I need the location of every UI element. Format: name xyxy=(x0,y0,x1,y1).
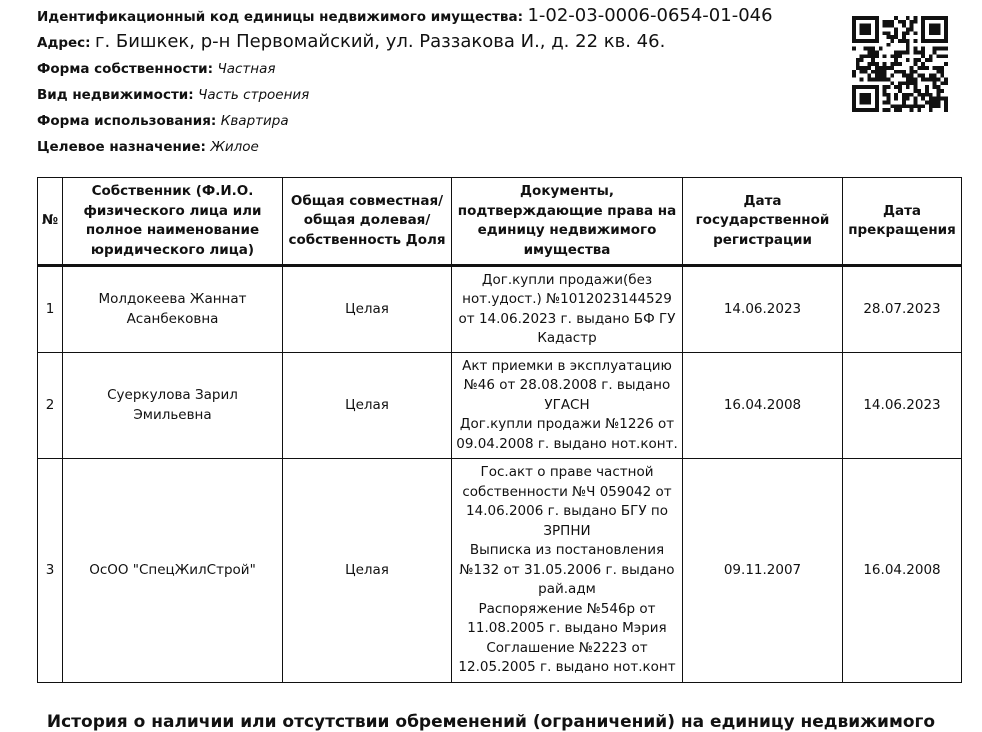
row-share: Целая xyxy=(283,266,452,353)
property-type-value: Часть строения xyxy=(198,87,310,103)
row-owner: Молдокеева Жаннат Асанбековна xyxy=(63,266,283,353)
id-code-line xyxy=(37,7,773,26)
table-row xyxy=(38,459,962,683)
purpose-line xyxy=(37,138,259,156)
ownership-history-table xyxy=(37,177,962,683)
row-owner: ОсОО "СпецЖилСтрой" xyxy=(63,459,283,683)
row-share: Целая xyxy=(283,353,452,459)
document-entry: Гос.акт о праве частной собственности №Ч 059042 от 14.06.2006 г. выдано БГУ по ЗРПНИ xyxy=(462,464,672,539)
encumbrance-history-title: История о наличии или отсутствии обременений (ограничений) на единицу недвижимого xyxy=(46,712,936,732)
address-label: Адрес: xyxy=(37,35,91,51)
row-num: 1 xyxy=(38,266,63,353)
header-registration-date: Дата государственной регистрации xyxy=(683,178,843,266)
header-share: Общая совместная/ общая долевая/ собственность Доля xyxy=(283,178,452,266)
row-documents xyxy=(452,266,683,353)
ownership-label: Форма собственности: xyxy=(37,61,214,77)
row-end-date: 14.06.2023 xyxy=(843,353,962,459)
header-num: № xyxy=(38,178,63,266)
table-row xyxy=(38,266,962,353)
row-registration-date: 09.11.2007 xyxy=(683,459,843,683)
qr-code-icon xyxy=(852,16,948,112)
document-entry: Дог.купли продажи(без нот.удост.) №1012023144529 от 14.06.2023 г. выдано БФ ГУ Кадастр xyxy=(458,271,676,346)
table-row xyxy=(38,353,962,459)
property-type-label: Вид недвижимости: xyxy=(37,87,194,103)
usage-label: Форма использования: xyxy=(37,113,217,129)
table-header-row xyxy=(38,178,962,266)
row-num: 3 xyxy=(38,459,63,683)
id-code-value: 1-02-03-0006-0654-01-046 xyxy=(527,5,773,26)
purpose-label: Целевое назначение: xyxy=(37,139,206,155)
row-end-date: 16.04.2008 xyxy=(843,459,962,683)
address-value: г. Бишкек, р-н Первомайский, ул. Раззакова И., д. 22 кв. 46. xyxy=(95,31,666,52)
row-registration-date: 14.06.2023 xyxy=(683,266,843,353)
ownership-value: Частная xyxy=(217,61,276,77)
row-share: Целая xyxy=(283,459,452,683)
row-owner: Суеркулова Зарил Эмильевна xyxy=(63,353,283,459)
purpose-value: Жилое xyxy=(210,139,259,155)
document-entry: Распоряжение №546р от 11.08.2005 г. выдано Мэрия xyxy=(467,600,667,637)
usage-value: Квартира xyxy=(220,113,289,129)
row-documents xyxy=(452,353,683,459)
id-code-label: Идентификационный код единицы недвижимого имущества: xyxy=(37,9,523,25)
row-end-date: 28.07.2023 xyxy=(843,266,962,353)
address-line xyxy=(37,33,665,52)
header-documents: Документы, подтверждающие права на единицу недвижимого имущества xyxy=(452,178,683,266)
ownership-line xyxy=(37,60,276,78)
header-end-date: Дата прекращения xyxy=(843,178,962,266)
row-num: 2 xyxy=(38,353,63,459)
document-entry: Акт приемки в эксплуатацию №46 от 28.08.2008 г. выдано УГАСН xyxy=(462,357,672,413)
document-entry: Соглашение №2223 от 12.05.2005 г. выдано нот.конт xyxy=(458,639,676,676)
header-owner: Собственник (Ф.И.О. физического лица или полное наименование юридического лица) xyxy=(63,178,283,266)
row-documents xyxy=(452,459,683,683)
document-entry: Выписка из постановления №132 от 31.05.2006 г. выдано рай.адм xyxy=(459,542,675,598)
document-entry: Дог.купли продажи №1226 от 09.04.2008 г. выдано нот.конт. xyxy=(456,416,678,452)
usage-line xyxy=(37,112,289,130)
row-registration-date: 16.04.2008 xyxy=(683,353,843,459)
property-type-line xyxy=(37,86,309,104)
